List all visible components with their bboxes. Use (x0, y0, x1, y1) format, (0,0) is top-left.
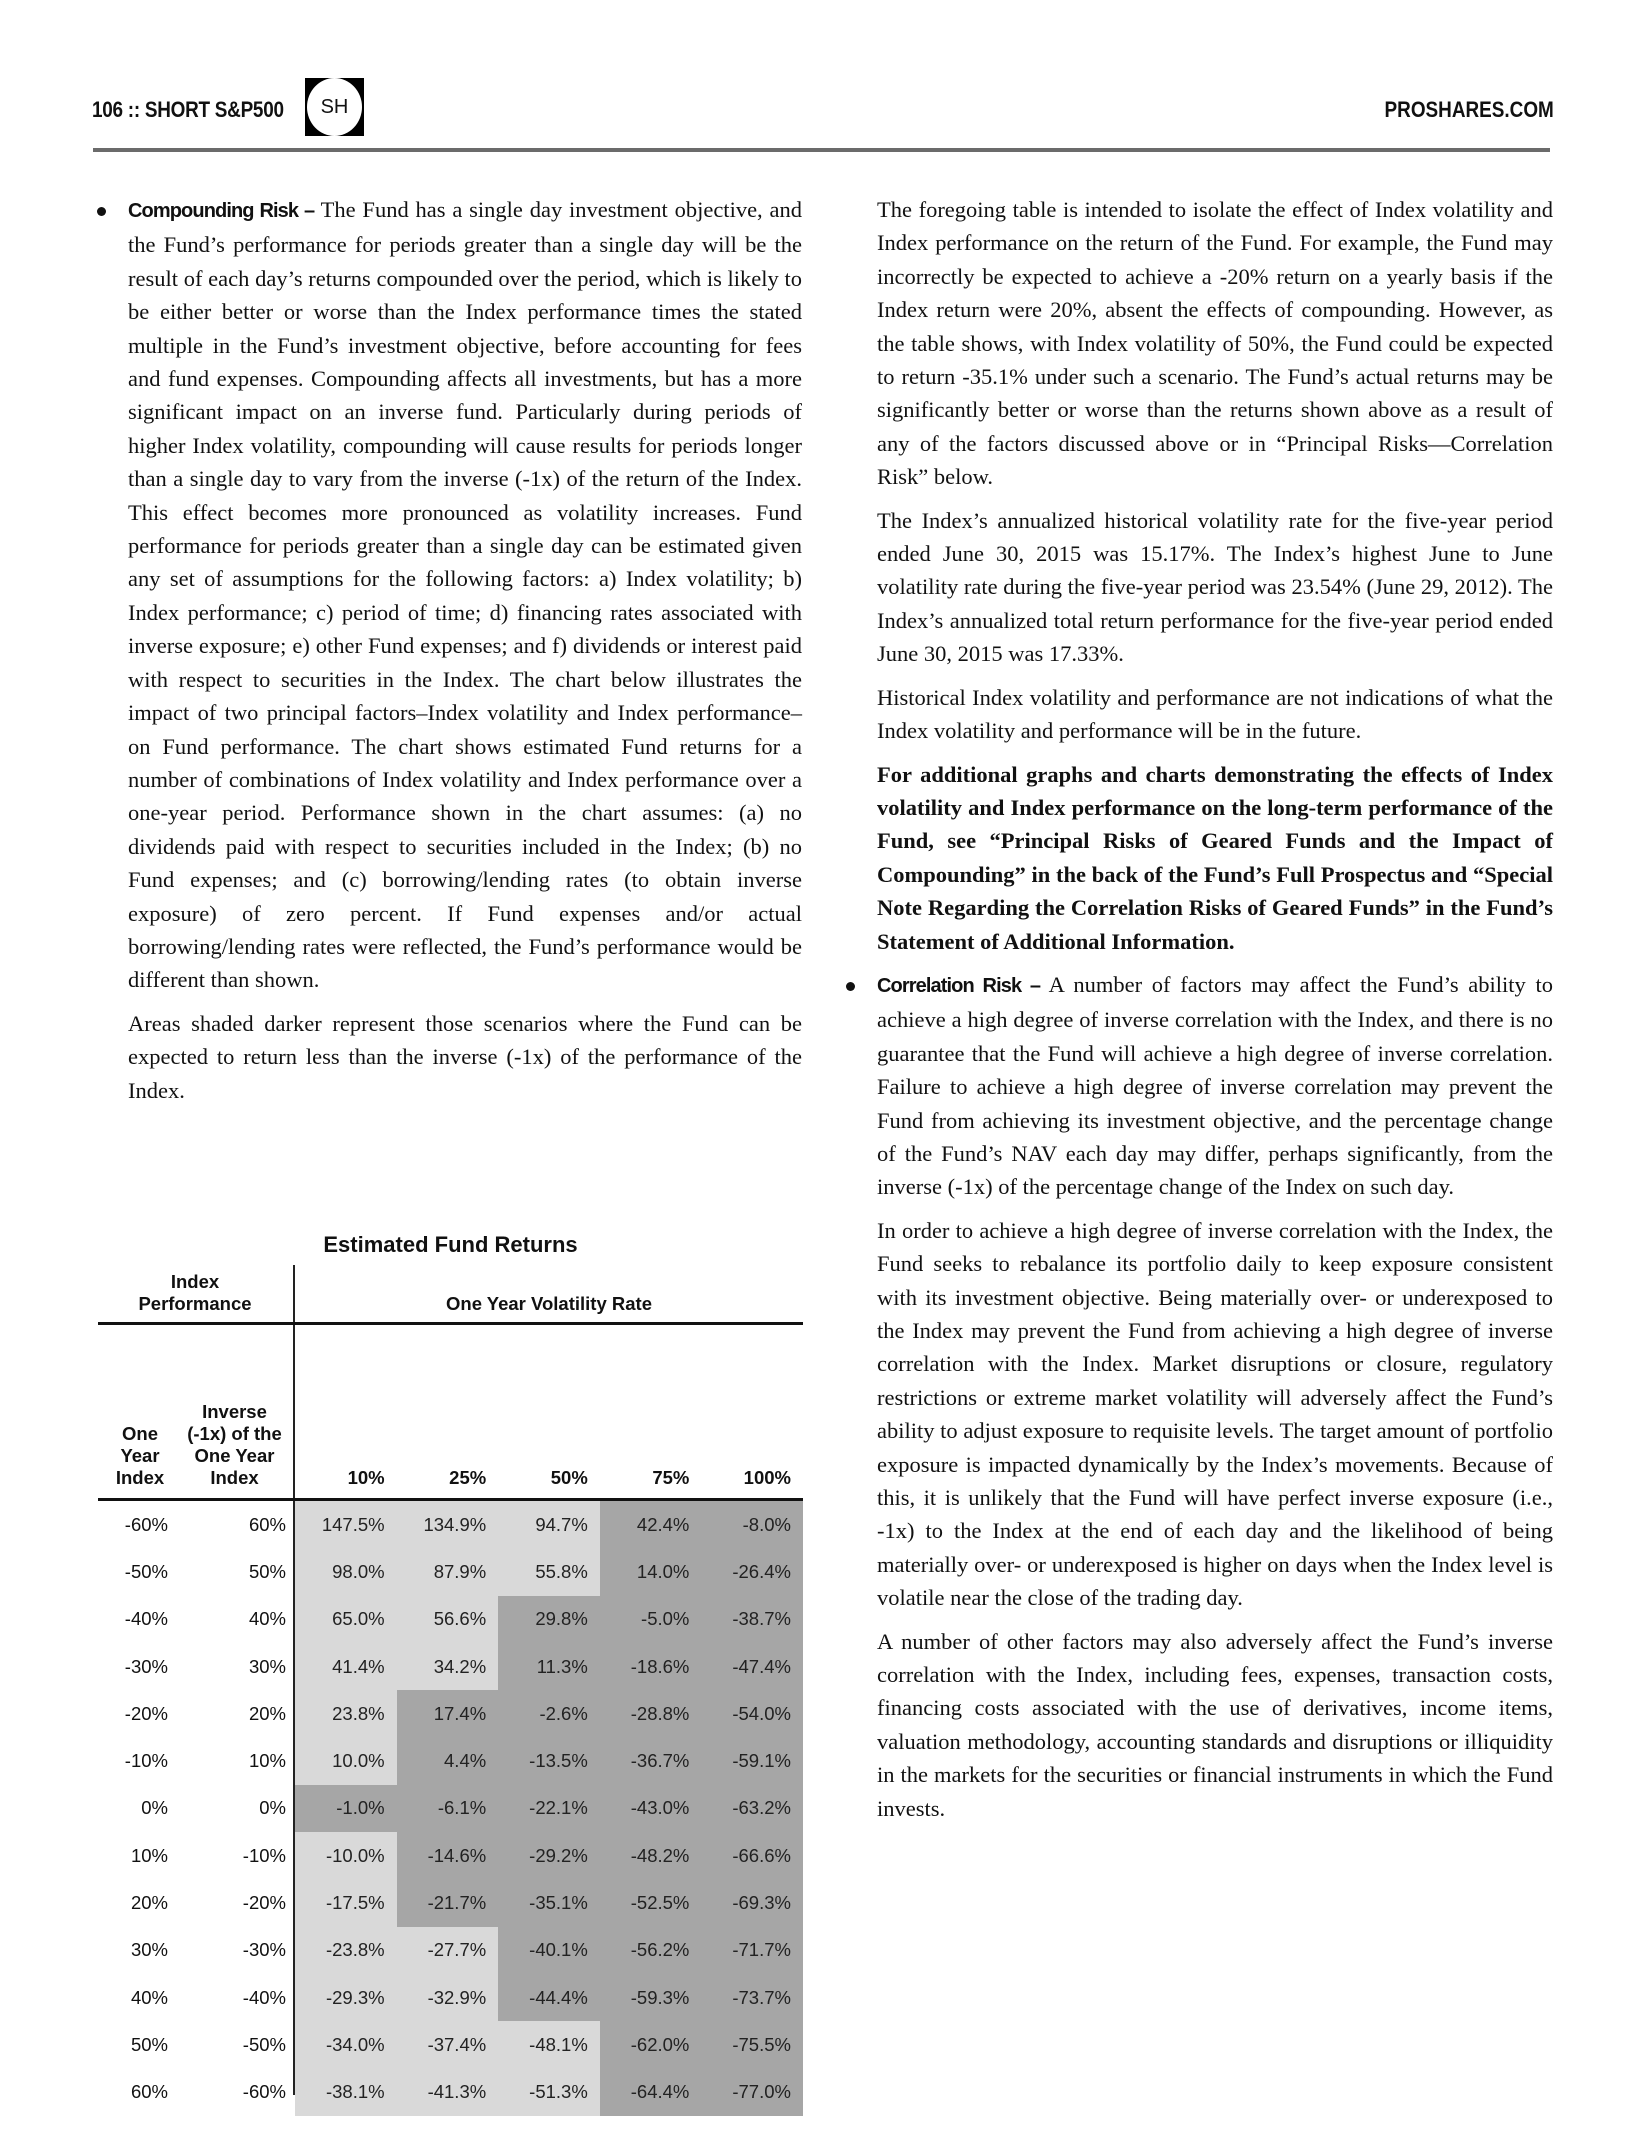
estimated-return-cell: -35.1% (498, 1879, 600, 1926)
table-row (98, 1974, 803, 2021)
table-title: Estimated Fund Returns (323, 1232, 578, 1257)
table-row (98, 2021, 803, 2068)
estimated-return-cell: -48.1% (498, 2021, 600, 2068)
estimated-return-cell: -27.7% (397, 1927, 499, 1974)
inverse-return-cell: -50% (242, 2033, 286, 2055)
col-header-volatility: 75% (652, 1467, 690, 1488)
index-return-cell: -10% (124, 1750, 168, 1772)
estimated-return-cell: -29.2% (498, 1832, 600, 1879)
estimated-return-cell: -8.0% (701, 1501, 803, 1548)
estimated-return-cell: 23.8% (295, 1690, 397, 1737)
estimated-return-cell: -38.1% (295, 2069, 397, 2116)
estimated-return-cell: 87.9% (397, 1548, 499, 1595)
estimated-return-cell: 56.6% (397, 1596, 499, 1643)
estimated-return-cell: -34.0% (295, 2021, 397, 2068)
estimated-return-cell: 41.4% (295, 1643, 397, 1690)
inverse-return-cell: -10% (242, 1844, 286, 1866)
estimated-return-cell: -56.2% (600, 1927, 702, 1974)
estimated-return-cell: 42.4% (600, 1501, 702, 1548)
inverse-return-cell: -60% (242, 2081, 286, 2103)
estimated-return-cell: -37.4% (397, 2021, 499, 2068)
estimated-return-cell: -44.4% (498, 1974, 600, 2021)
estimated-return-cell: -29.3% (295, 1974, 397, 2021)
index-return-cell: 40% (130, 1986, 168, 2008)
col-header-one-year-index: One Year Index (115, 1423, 165, 1488)
estimated-return-cell: -17.5% (295, 1879, 397, 1926)
historical-volatility-paragraph: The Index’s annualized historical volatility rate for the five-year period ended June 30, 2015 was 15.17%. The Index’s highest June to June volatility rate during the five-year period was 23.54% (June 29, 2012). The Index’s annualized total return performance for the five-year period ended June 30, 2015 was 17.33%. (877, 507, 1553, 667)
index-return-cell: 30% (130, 1939, 168, 1961)
estimated-return-cell: -5.0% (600, 1596, 702, 1643)
estimated-return-cell: -75.5% (701, 2021, 803, 2068)
estimated-return-cell: -59.1% (701, 1737, 803, 1784)
index-return-cell: 20% (130, 1892, 168, 1914)
col-header-volatility: 25% (449, 1467, 487, 1488)
estimated-return-cell: -66.6% (701, 1832, 803, 1879)
index-return-cell: -50% (124, 1560, 168, 1582)
table-row (98, 2069, 803, 2116)
estimated-return-cell: -52.5% (600, 1879, 702, 1926)
estimated-return-cell: -26.4% (701, 1548, 803, 1595)
estimated-return-cell: -36.7% (600, 1737, 702, 1784)
estimated-return-cell: -43.0% (600, 1785, 702, 1832)
estimated-return-cell: -13.5% (498, 1737, 600, 1784)
estimated-return-cell: -21.7% (397, 1879, 499, 1926)
col-header-inverse: Inverse (-1x) of the One Year Index (187, 1401, 282, 1488)
table-body (98, 1501, 803, 2116)
estimated-return-cell: 94.7% (498, 1501, 600, 1548)
table-row (98, 1596, 803, 1643)
page-section-label: 106 :: SHORT S&P500 (92, 97, 284, 122)
inverse-return-cell: 30% (248, 1655, 286, 1677)
inverse-return-cell: -20% (242, 1892, 286, 1914)
estimated-return-cell: -48.2% (600, 1832, 702, 1879)
volatility-rate-header: One Year Volatility Rate (446, 1293, 652, 1314)
estimated-return-cell: -51.3% (498, 2069, 600, 2116)
estimated-return-cell: -59.3% (600, 1974, 702, 2021)
inverse-return-cell: -40% (242, 1986, 286, 2008)
inverse-return-cell: 10% (248, 1750, 286, 1772)
other-factors-paragraph: A number of other factors may also adversely affect the Fund’s inverse correlation with the Index, including fees, expenses, transaction costs, financing costs associated with the use of derivatives, income items, valuation methodology, accounting standards and disruptions or illiquidity in the markets for the securities or financial instruments in which the Fund invests. (877, 1628, 1553, 1821)
index-return-cell: 60% (130, 2081, 168, 2103)
table-row (98, 1501, 803, 1548)
estimated-return-cell: -14.6% (397, 1832, 499, 1879)
ticker-symbol: SH (307, 78, 362, 136)
estimated-return-cell: 98.0% (295, 1548, 397, 1595)
table-column-header (98, 1325, 803, 1499)
disclaimer-paragraph: Historical Index volatility and performance are not indications of what the Index volatility and performance will be in the future. (877, 684, 1553, 744)
index-return-cell: 10% (130, 1844, 168, 1866)
additional-graphs-paragraph: For additional graphs and charts demonstrating the effects of Index volatility and Index performance on the long-term performance of the Fund, see “Principal Risks of Geared Funds and the Impact of Compounding” in the back of the Fund’s Full Prospectus and “Special Note Regarding the Correlation Risks of Geared Funds” in the Fund’s Statement of Additional Information. (877, 761, 1553, 954)
estimated-return-cell: -32.9% (397, 1974, 499, 2021)
estimated-return-cell: -28.8% (600, 1690, 702, 1737)
correlation-risk-text: A number of factors may affect the Fund’s ability to achieve a high degree of inverse correlation with the Index, and there is no guarantee that the Fund will achieve a high degree of inverse correlation. Failure to achieve a high degree of inverse correlation may prevent the Fund from achieving its investment objective, and the percentage change of the Fund’s NAV each day may differ, perhaps significantly, from the inverse (-1x) of the percentage change of the Index on such day. (877, 971, 1553, 1200)
page-header (0, 0, 1650, 160)
estimated-return-cell: 55.8% (498, 1548, 600, 1595)
inverse-return-cell: 50% (248, 1560, 286, 1582)
estimated-return-cell: -38.7% (701, 1596, 803, 1643)
rebalance-paragraph: In order to achieve a high degree of inverse correlation with the Index, the Fund seeks to rebalance its portfolio daily to keep exposure consistent with its investment objective. Being materially over- or underexposed to the Index may prevent the Fund from achieving a high degree of inverse correlation with the Index. Market disruptions or closure, regulatory restrictions or extreme market volatility will adversely affect the Fund’s ability to adjust exposure to requisite levels. The target amount of portfolio exposure is impacted dynamically by the Index’s movements. Because of this, it is unlikely that the Fund will have perfect inverse exposure (i.e., -1x) to the Index at the end of each day and the likelihood of being materially over- or underexposed is higher on days when the Index level is volatile near the close of the trading day. (877, 1217, 1553, 1611)
estimated-return-cell: -41.3% (397, 2069, 499, 2116)
estimated-return-cell: 11.3% (498, 1643, 600, 1690)
estimated-return-cell: -69.3% (701, 1879, 803, 1926)
estimated-return-cell: 14.0% (600, 1548, 702, 1595)
estimated-return-cell: -71.7% (701, 1927, 803, 1974)
estimated-return-cell: -23.8% (295, 1927, 397, 1974)
estimated-return-cell: 4.4% (397, 1737, 499, 1784)
inverse-return-cell: 0% (259, 1797, 286, 1819)
correlation-risk-heading: Correlation Risk – (877, 974, 1041, 997)
col-header-volatility: 10% (347, 1467, 385, 1488)
correlation-risk-item (877, 968, 1553, 1204)
index-return-cell: -20% (124, 1702, 168, 1724)
estimated-return-cell: -1.0% (295, 1785, 397, 1832)
estimated-return-cell: 17.4% (397, 1690, 499, 1737)
index-return-cell: -60% (124, 1513, 168, 1535)
compounding-risk-paragraph (128, 193, 802, 997)
estimated-return-cell: -22.1% (498, 1785, 600, 1832)
estimated-return-cell: -73.7% (701, 1974, 803, 2021)
estimated-return-cell: -64.4% (600, 2069, 702, 2116)
website-label: PROSHARES.COM (1384, 97, 1554, 122)
table-row (98, 1785, 803, 1832)
inverse-return-cell: 20% (248, 1702, 286, 1724)
estimated-return-cell: 147.5% (295, 1501, 397, 1548)
index-return-cell: -40% (124, 1608, 168, 1630)
foregoing-table-paragraph: The foregoing table is intended to isolate the effect of Index volatility and Index performance on the return of the Fund. For example, the Fund may incorrectly be expected to achieve a -20% return on a yearly basis if the Index return were 20%, absent the effects of compounding. However, as the table shows, with Index volatility of 50%, the Fund could be expected to return -35.1% under such a scenario. The Fund’s actual returns may be significantly better or worse than the returns shown above as a result of any of the factors discussed above or in “Principal Risks—Correlation Risk” below. (877, 197, 1553, 490)
estimated-return-cell: 34.2% (397, 1643, 499, 1690)
left-column (128, 193, 802, 1117)
estimated-return-cell: -2.6% (498, 1690, 600, 1737)
estimated-return-cell: -54.0% (701, 1690, 803, 1737)
estimated-return-cell: -6.1% (397, 1785, 499, 1832)
compounding-risk-item (128, 193, 802, 997)
bullet-icon (846, 982, 855, 991)
estimated-return-cell: 65.0% (295, 1596, 397, 1643)
table-row (98, 1832, 803, 1879)
estimated-return-cell: 134.9% (397, 1501, 499, 1548)
col-header-volatility: 50% (550, 1467, 588, 1488)
compounding-risk-heading: Compounding Risk – (128, 200, 315, 222)
right-column (877, 193, 1553, 1835)
ticker-badge (305, 78, 364, 136)
estimated-return-cell: -77.0% (701, 2069, 803, 2116)
bullet-icon (97, 207, 106, 216)
table-row (98, 1879, 803, 1926)
table-row (98, 1643, 803, 1690)
inverse-return-cell: 60% (248, 1513, 286, 1535)
estimated-return-cell: -63.2% (701, 1785, 803, 1832)
inverse-return-cell: -30% (242, 1939, 286, 1961)
inverse-return-cell: 40% (248, 1608, 286, 1630)
table-row (98, 1690, 803, 1737)
table-row (98, 1737, 803, 1784)
compounding-risk-text: The Fund has a single day investment objective, and the Fund’s performance for periods greater than a single day will be the result of each day’s returns compounded over the period, which is likely to be either better or worse than the Index performance times the stated multiple in the Fund’s investment objective, before accounting for fees and fund expenses. Compounding affects all investments, but has a more significant impact on an inverse fund. Particularly during periods of higher Index volatility, compounding will cause results for periods longer than a single day to vary from the inverse (-1x) of the return of the Index. This effect becomes more pronounced as volatility increases. Fund performance for periods greater than a single day can be estimated given any set of assumptions for the following factors: a) Index volatility; b) Index performance; c) period of time; d) financing rates associated with inverse exposure; e) other Fund expenses; and f) dividends or interest paid with respect to securities in the Index. The chart below illustrates the impact of two principal factors–Index volatility and Index performance–on Fund performance. The chart shows estimated Fund returns for a number of combinations of Index volatility and Index performance over a one-year period. Performance shown in the chart assumes: (a) no dividends paid with respect to securities included in the Index; (b) no Fund expenses; and (c) borrowing/lending rates (to obtain inverse exposure) of zero percent. If Fund expenses and/or actual borrowing/lending rates were reflected, the Fund’s performance would be different than shown. (128, 197, 802, 993)
index-return-cell: 50% (130, 2033, 168, 2055)
correlation-risk-paragraph (877, 968, 1553, 1204)
estimated-return-cell: 10.0% (295, 1737, 397, 1784)
index-performance-header: Index Performance (138, 1271, 252, 1314)
table-group-header (98, 1265, 803, 1325)
index-return-cell: 0% (141, 1797, 168, 1819)
table-row (98, 1548, 803, 1595)
estimated-return-cell: -40.1% (498, 1927, 600, 1974)
shading-note: Areas shaded darker represent those scenarios where the Fund can be expected to return less than the inverse (-1x) of the performance of the Index. (128, 1010, 802, 1103)
estimated-return-cell: -18.6% (600, 1643, 702, 1690)
index-return-cell: -30% (124, 1655, 168, 1677)
header-divider (93, 148, 1550, 152)
estimated-return-cell: -10.0% (295, 1832, 397, 1879)
estimated-return-cell: 29.8% (498, 1596, 600, 1643)
estimated-return-cell: -47.4% (701, 1643, 803, 1690)
table-row (98, 1927, 803, 1974)
estimated-return-cell: -62.0% (600, 2021, 702, 2068)
col-header-volatility: 100% (743, 1467, 791, 1488)
